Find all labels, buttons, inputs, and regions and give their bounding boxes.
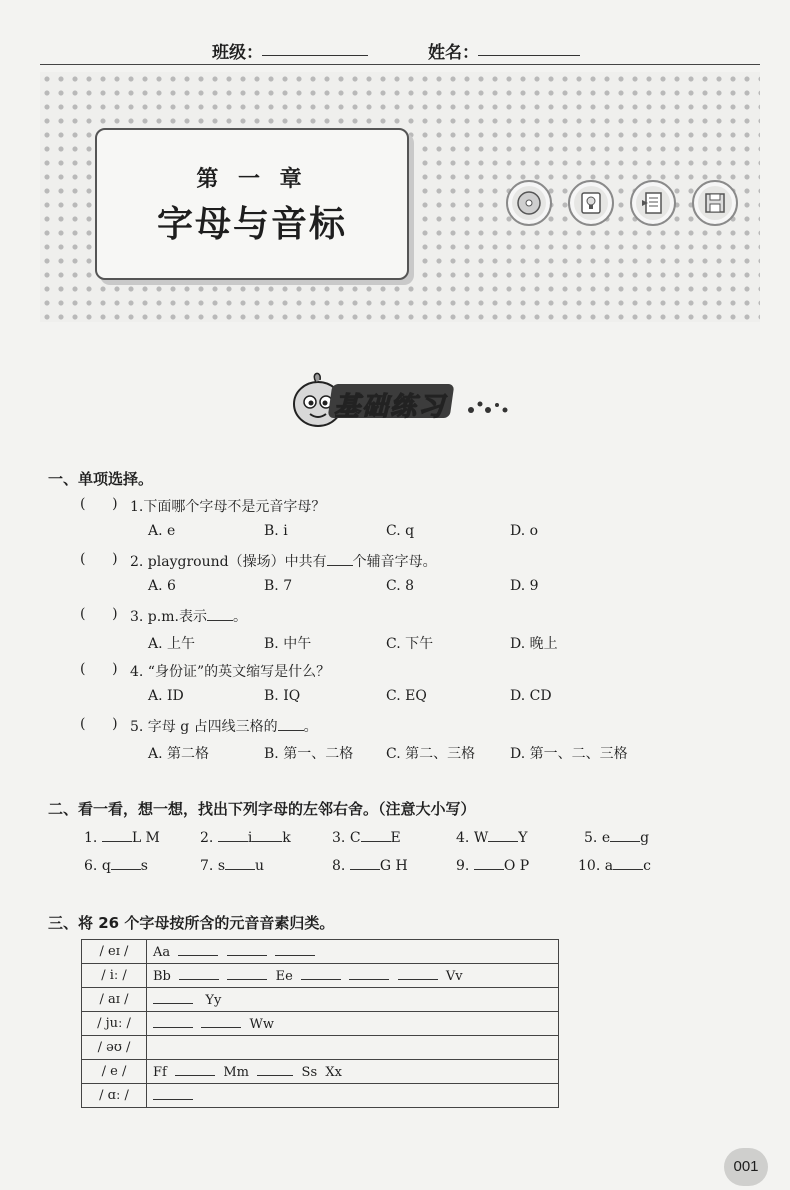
- letter-blank-10[interactable]: [613, 857, 643, 870]
- q3-option-d[interactable]: D. 晚上: [510, 636, 558, 652]
- letter-blank-2b[interactable]: [252, 829, 282, 842]
- letter-item-8: 8. G H: [332, 858, 408, 874]
- q5-option-c[interactable]: C. 第二、三格: [386, 746, 476, 762]
- q5-stem-a: 5. 字母 g 占四线三格的: [130, 719, 278, 735]
- letters-cell[interactable]: [147, 1036, 559, 1060]
- letters-cell[interactable]: Aa: [147, 940, 559, 964]
- q2-option-d[interactable]: D. 9: [510, 578, 539, 594]
- letter-item-10: 10. a c: [578, 858, 651, 874]
- letters-cell[interactable]: Bb Ee Vv: [147, 964, 559, 988]
- q2-blank[interactable]: [327, 553, 353, 566]
- q5-stem-b: 。: [303, 719, 318, 735]
- q4-paren[interactable]: ( ): [80, 661, 118, 677]
- table-row: [82, 1060, 559, 1084]
- letters-cell[interactable]: Yy: [147, 988, 559, 1012]
- letter-blank-5[interactable]: [610, 829, 640, 842]
- letter-item-9: 9. O P: [456, 858, 530, 874]
- q5-option-a[interactable]: A. 第二格: [148, 746, 210, 762]
- q3-paren[interactable]: ( ): [80, 606, 118, 622]
- practice-banner: [290, 370, 520, 430]
- q2-stem-b: 个辅音字母。: [352, 554, 437, 570]
- table-row: [82, 988, 559, 1012]
- q3-option-c[interactable]: C. 下午: [386, 636, 434, 652]
- chapter-title: 字母与音标: [156, 204, 347, 245]
- table-row: [82, 1036, 559, 1060]
- q5-paren[interactable]: ( ): [80, 716, 118, 732]
- q2-option-b[interactable]: B. 7: [264, 578, 293, 594]
- letter-blank-4[interactable]: [488, 829, 518, 842]
- q4-option-a[interactable]: A. ID: [148, 688, 184, 704]
- class-blank[interactable]: [262, 38, 368, 56]
- q4-option-b[interactable]: B. IQ: [264, 688, 301, 704]
- q1-option-d[interactable]: D. o: [510, 523, 539, 539]
- decorative-dots-icon: [466, 396, 510, 416]
- letter-item-2: 2. i k: [200, 830, 291, 846]
- q3-stem: [130, 606, 247, 626]
- letter-item-3: 3. C E: [332, 830, 401, 846]
- letter-blank-2a[interactable]: [218, 829, 248, 842]
- lightbulb-icon: [568, 180, 614, 226]
- phoneme-cell: / əʊ /: [82, 1036, 147, 1060]
- q2-option-c[interactable]: C. 8: [386, 578, 415, 594]
- letter-blank-7[interactable]: [225, 857, 255, 870]
- header-rule: [40, 64, 760, 65]
- q3-blank[interactable]: [207, 608, 233, 621]
- q5-stem: [130, 716, 318, 736]
- q2-stem-a: 2. playground（操场）中共有: [130, 554, 327, 570]
- q1-option-a[interactable]: A. e: [148, 523, 176, 539]
- q1-paren[interactable]: ( ): [80, 496, 118, 512]
- section2-title: 二、看一看，想一想，找出下列字母的左邻右舍。（注意大小写）: [48, 800, 476, 818]
- phoneme-cell: / aɪ /: [82, 988, 147, 1012]
- chapter-title-box: [95, 128, 409, 280]
- q5-blank[interactable]: [278, 718, 304, 731]
- floppy-disk-icon: [692, 180, 738, 226]
- letter-item-1: 1. L M: [84, 830, 160, 846]
- document-icon: [630, 180, 676, 226]
- letter-item-5: 5. e g: [584, 830, 650, 846]
- letter-blank-9[interactable]: [474, 857, 504, 870]
- table-row: [82, 964, 559, 988]
- q3-stem-a: 3. p.m.表示: [130, 609, 207, 625]
- q3-stem-b: 。: [232, 609, 247, 625]
- letter-item-7: 7. s u: [200, 858, 265, 874]
- phoneme-cell: / eɪ /: [82, 940, 147, 964]
- letters-cell[interactable]: Ff Mm Ss Xx: [147, 1060, 559, 1084]
- chapter-number: 第 一 章: [196, 167, 308, 192]
- q2-paren[interactable]: ( ): [80, 551, 118, 567]
- q5-option-d[interactable]: D. 第一、二、三格: [510, 746, 628, 762]
- table-row: [82, 1084, 559, 1108]
- letter-blank-1[interactable]: [102, 829, 132, 842]
- page-number: 001: [724, 1148, 768, 1186]
- phoneme-cell: / iː /: [82, 964, 147, 988]
- letter-blank-8[interactable]: [350, 857, 380, 870]
- q4-stem: 4. “身份证”的英文缩写是什么？: [130, 664, 331, 680]
- q4-option-d[interactable]: D. CD: [510, 688, 552, 704]
- name-blank[interactable]: [478, 38, 580, 56]
- letter-item-4: 4. W Y: [456, 830, 528, 846]
- q2-stem: [130, 551, 437, 571]
- q3-option-b[interactable]: B. 中午: [264, 636, 312, 652]
- letters-cell[interactable]: Ww: [147, 1012, 559, 1036]
- q1-option-c[interactable]: C. q: [386, 523, 415, 539]
- q1-stem: 1.下面哪个字母不是元音字母？: [130, 499, 326, 515]
- name-label: 姓名：: [428, 43, 479, 63]
- table-row: [82, 1012, 559, 1036]
- letter-item-6: 6. q s: [84, 858, 148, 874]
- class-label: 班级：: [212, 43, 263, 63]
- phoneme-cell: / e /: [82, 1060, 147, 1084]
- letter-blank-3[interactable]: [361, 829, 391, 842]
- table-row: [82, 940, 559, 964]
- q5-option-b[interactable]: B. 第一、二格: [264, 746, 354, 762]
- q1-option-b[interactable]: B. i: [264, 523, 288, 539]
- phoneme-cell: / ɑː /: [82, 1084, 147, 1108]
- q2-option-a[interactable]: A. 6: [148, 578, 176, 594]
- vowel-classification-table: [81, 939, 559, 1108]
- phoneme-cell: / juː /: [82, 1012, 147, 1036]
- letters-cell[interactable]: [147, 1084, 559, 1108]
- cd-icon: [506, 180, 552, 226]
- letter-blank-6[interactable]: [111, 857, 141, 870]
- banner-title: 基础练习: [334, 392, 447, 422]
- q3-option-a[interactable]: A. 上午: [148, 636, 196, 652]
- section1-title: 一、单项选择。: [48, 470, 154, 488]
- q4-option-c[interactable]: C. EQ: [386, 688, 427, 704]
- section3-title: 三、将 26 个字母按所含的元音音素归类。: [48, 914, 335, 932]
